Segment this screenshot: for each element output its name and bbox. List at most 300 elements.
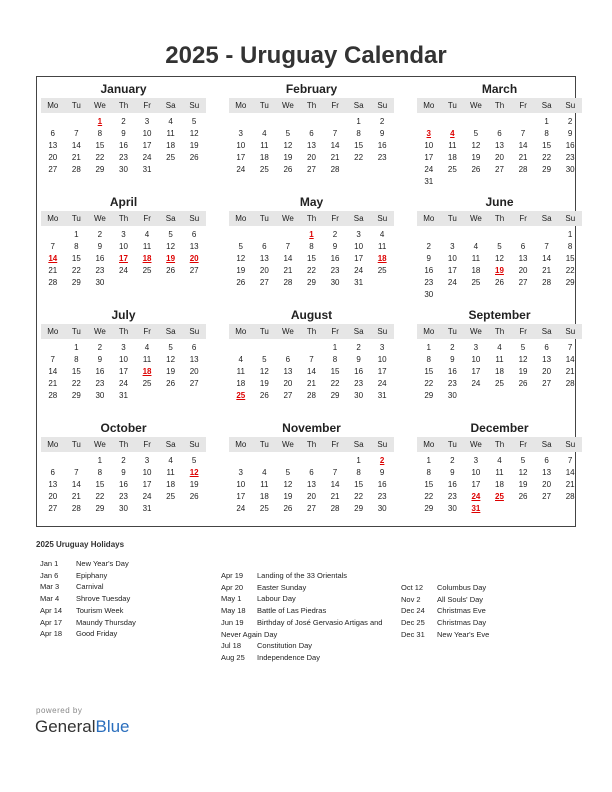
weekday-label: Fr <box>143 101 151 110</box>
holiday-day-cell: 2 <box>379 456 385 465</box>
day-cell: 22 <box>565 266 575 275</box>
day-cell: 2 <box>567 117 573 126</box>
weekday-header <box>41 437 206 452</box>
weekday-label: Su <box>377 214 388 223</box>
day-cell: 1 <box>332 343 338 352</box>
day-cell: 27 <box>542 492 552 501</box>
weekday-label: We <box>94 327 106 336</box>
month-name: July <box>111 308 136 322</box>
weekday-label: Mo <box>235 327 247 336</box>
weekday-label: Su <box>377 101 388 110</box>
holiday-name: Constitution Day <box>257 641 313 651</box>
day-cell: 27 <box>283 391 293 400</box>
holiday-name: Christmas Eve <box>437 606 486 616</box>
weekday-label: Mo <box>423 214 435 223</box>
weekday-label: Th <box>494 327 505 336</box>
day-cell: 19 <box>518 367 528 376</box>
weekday-label: Sa <box>353 327 364 336</box>
day-cell: 22 <box>424 379 434 388</box>
holiday-name: Labour Day <box>257 594 296 604</box>
day-cell: 6 <box>50 129 55 138</box>
brand-name-general: General <box>35 717 96 736</box>
holiday-list-column-2 <box>221 570 396 664</box>
day-cell: 9 <box>450 468 455 477</box>
day-cell: 7 <box>50 242 55 251</box>
day-cell: 3 <box>450 242 455 251</box>
day-cell: 17 <box>236 492 246 501</box>
day-cell: 2 <box>356 343 361 352</box>
day-cell: 20 <box>542 367 552 376</box>
weekday-header <box>417 324 582 339</box>
holiday-item <box>221 582 396 594</box>
day-cell: 11 <box>378 242 387 251</box>
holiday-date: Dec 25 <box>401 618 425 628</box>
weekday-label: Sa <box>541 214 552 223</box>
weekday-label: Tu <box>259 214 269 223</box>
day-cell: 12 <box>495 254 504 263</box>
day-cell: 15 <box>354 141 364 150</box>
empty-cell <box>229 229 253 241</box>
day-cell: 18 <box>166 480 176 489</box>
day-cell: 9 <box>332 242 338 251</box>
day-cell: 13 <box>259 254 269 263</box>
day-cell: 4 <box>473 242 479 251</box>
weekday-header <box>229 211 394 226</box>
day-cell: 13 <box>189 355 199 364</box>
day-cell: 24 <box>447 278 457 287</box>
day-cell: 7 <box>74 129 79 138</box>
day-cell: 10 <box>424 141 434 150</box>
day-cell: 6 <box>309 468 314 477</box>
month-september <box>417 308 582 402</box>
day-cell: 22 <box>71 266 81 275</box>
weekday-label: Th <box>494 101 505 110</box>
day-cell: 23 <box>377 153 387 162</box>
day-cell: 11 <box>142 242 152 251</box>
day-cell: 20 <box>48 153 58 162</box>
day-cell: 12 <box>518 355 528 364</box>
day-cell: 13 <box>189 242 199 251</box>
holiday-name: Independence Day <box>257 652 320 662</box>
day-cell: 21 <box>307 379 316 388</box>
day-cell: 4 <box>168 117 173 126</box>
holiday-name: Shrove Tuesday <box>76 594 131 604</box>
day-cell: 25 <box>447 165 457 174</box>
weekday-label: Fr <box>519 327 527 336</box>
brand-logo[interactable] <box>35 717 130 737</box>
day-cell: 23 <box>330 266 340 275</box>
day-cell: 29 <box>424 391 434 400</box>
empty-cell <box>41 455 65 467</box>
day-cell: 26 <box>259 391 269 400</box>
month-march <box>417 82 582 188</box>
day-cell: 3 <box>121 343 126 352</box>
day-cell: 16 <box>95 367 105 376</box>
holiday-date: Mar 4 <box>40 594 60 604</box>
holiday-item <box>401 594 561 606</box>
empty-cell <box>535 229 559 241</box>
day-cell: 10 <box>119 355 128 364</box>
weekday-label: Th <box>118 214 129 223</box>
empty-cell <box>253 116 277 128</box>
weekday-label: Tu <box>447 327 457 336</box>
day-cell: 31 <box>142 165 152 174</box>
day-cell: 23 <box>119 153 128 162</box>
day-cell: 13 <box>542 355 552 364</box>
holiday-day-cell: 17 <box>119 254 128 263</box>
holiday-date: Apr 17 <box>40 617 63 627</box>
weekday-label: Su <box>189 327 200 336</box>
day-cell: 19 <box>518 480 528 489</box>
day-cell: 10 <box>142 468 152 477</box>
weekday-label: We <box>94 214 106 223</box>
day-cell: 11 <box>166 468 175 477</box>
day-cell: 11 <box>495 355 504 364</box>
day-cell: 16 <box>330 254 340 263</box>
day-cell: 6 <box>544 456 549 465</box>
day-cell: 11 <box>142 355 152 364</box>
day-cell: 22 <box>354 153 364 162</box>
day-cell: 23 <box>95 266 105 275</box>
day-cell: 29 <box>71 278 81 287</box>
holiday-item <box>40 617 205 629</box>
holiday-item <box>40 570 205 582</box>
holiday-day-cell: 18 <box>377 254 387 263</box>
day-cell: 6 <box>520 242 526 251</box>
month-name: August <box>290 308 333 322</box>
day-cell: 25 <box>495 379 504 388</box>
day-cell: 12 <box>259 367 269 376</box>
day-cell: 11 <box>495 468 504 477</box>
weekday-label: We <box>470 440 482 449</box>
day-cell: 16 <box>354 367 364 376</box>
day-cell: 14 <box>542 254 552 263</box>
day-cell: 19 <box>236 266 246 275</box>
day-cell: 24 <box>119 266 128 275</box>
day-cell: 27 <box>48 165 58 174</box>
day-cell: 18 <box>447 153 457 162</box>
day-cell: 27 <box>189 379 199 388</box>
holiday-day-cell: 18 <box>142 367 152 376</box>
holiday-item <box>221 570 396 582</box>
weekday-header <box>41 98 206 113</box>
empty-cell <box>276 342 300 354</box>
holiday-date: Apr 18 <box>40 629 63 639</box>
day-cell: 28 <box>48 278 58 287</box>
day-cell: 1 <box>74 230 79 239</box>
month-may <box>229 195 394 289</box>
weekday-label: Tu <box>71 101 81 110</box>
day-cell: 11 <box>448 141 457 150</box>
weekday-label: Mo <box>235 440 247 449</box>
day-cell: 4 <box>379 230 385 239</box>
day-cell: 23 <box>95 379 105 388</box>
weekday-label: Mo <box>47 101 59 110</box>
day-cell: 14 <box>71 480 81 489</box>
day-cell: 20 <box>542 480 552 489</box>
weekday-label: Su <box>565 327 576 336</box>
weekday-label: Th <box>118 101 129 110</box>
day-cell: 4 <box>238 355 243 364</box>
day-cell: 20 <box>307 492 316 501</box>
weekday-label: We <box>282 214 294 223</box>
empty-cell <box>276 116 300 128</box>
day-cell: 20 <box>283 379 293 388</box>
empty-cell <box>488 229 512 241</box>
day-cell: 30 <box>330 278 340 287</box>
weekday-label: Fr <box>519 214 527 223</box>
day-cell: 17 <box>119 367 128 376</box>
day-cell: 4 <box>262 468 267 477</box>
day-cell: 8 <box>332 355 338 364</box>
day-cell: 12 <box>166 242 176 251</box>
day-cell: 22 <box>330 379 340 388</box>
weekday-label: Mo <box>47 327 59 336</box>
day-cell: 17 <box>236 153 246 162</box>
holiday-day-cell: 20 <box>189 254 199 263</box>
holiday-item <box>221 593 396 605</box>
day-grid <box>41 116 206 176</box>
weekday-label: We <box>282 101 294 110</box>
day-cell: 10 <box>447 254 457 263</box>
holiday-name: Birthday of José Gervasio Artigas and Never Again Day <box>221 617 383 639</box>
day-cell: 29 <box>71 391 81 400</box>
day-grid <box>229 116 394 176</box>
day-cell: 2 <box>379 117 385 126</box>
holiday-date: Mar 3 <box>40 582 60 592</box>
weekday-header <box>417 211 582 226</box>
weekday-header <box>417 437 582 452</box>
day-cell: 4 <box>144 230 150 239</box>
day-cell: 31 <box>377 391 387 400</box>
day-cell: 10 <box>354 242 364 251</box>
day-cell: 20 <box>518 266 528 275</box>
day-cell: 10 <box>236 141 246 150</box>
day-cell: 29 <box>424 504 434 513</box>
empty-cell <box>323 455 347 467</box>
day-cell: 2 <box>97 230 103 239</box>
day-cell: 16 <box>447 480 457 489</box>
day-grid <box>41 342 206 402</box>
weekday-label: Mo <box>47 214 59 223</box>
holiday-date: Apr 20 <box>221 582 244 592</box>
holiday-item <box>221 652 396 664</box>
weekday-label: Sa <box>541 327 552 336</box>
day-cell: 20 <box>189 367 199 376</box>
month-february <box>229 82 394 176</box>
day-cell: 27 <box>259 278 269 287</box>
day-cell: 30 <box>447 391 457 400</box>
day-cell: 3 <box>473 456 479 465</box>
day-cell: 7 <box>285 242 291 251</box>
day-cell: 19 <box>471 153 481 162</box>
day-cell: 9 <box>97 355 103 364</box>
holiday-list-column-3 <box>401 582 561 641</box>
holiday-day-cell: 1 <box>97 117 103 126</box>
day-cell: 15 <box>424 480 434 489</box>
holiday-date: Nov 2 <box>401 594 421 604</box>
day-cell: 13 <box>48 141 58 150</box>
day-cell: 12 <box>236 254 246 263</box>
empty-cell <box>300 455 324 467</box>
day-cell: 14 <box>565 468 575 477</box>
day-cell: 9 <box>567 129 573 138</box>
day-cell: 11 <box>236 367 245 376</box>
month-name: October <box>100 421 147 435</box>
month-august <box>229 308 394 402</box>
weekday-label: Th <box>306 327 317 336</box>
day-cell: 29 <box>95 504 105 513</box>
day-cell: 25 <box>259 504 269 513</box>
day-cell: 12 <box>283 480 293 489</box>
weekday-label: Mo <box>235 101 247 110</box>
empty-cell <box>300 116 324 128</box>
day-cell: 3 <box>144 456 150 465</box>
holiday-item <box>401 629 561 641</box>
empty-cell <box>65 116 89 128</box>
weekday-label: Tu <box>447 101 457 110</box>
day-cell: 30 <box>565 165 575 174</box>
empty-cell <box>417 116 441 128</box>
day-cell: 26 <box>283 165 293 174</box>
day-cell: 27 <box>495 165 504 174</box>
holiday-day-cell: 3 <box>426 129 431 138</box>
weekday-label: Su <box>189 101 200 110</box>
empty-cell <box>464 229 488 241</box>
holiday-day-cell: 25 <box>495 492 504 501</box>
day-cell: 10 <box>142 129 152 138</box>
day-cell: 5 <box>191 456 197 465</box>
month-name: April <box>109 195 138 209</box>
weekday-label: Fr <box>331 214 339 223</box>
weekday-label: Sa <box>165 101 176 110</box>
day-cell: 20 <box>307 153 316 162</box>
holiday-name: New Year's Eve <box>437 629 490 639</box>
weekday-label: Fr <box>331 101 339 110</box>
day-cell: 1 <box>426 343 431 352</box>
holiday-date: Oct 12 <box>401 583 424 592</box>
day-cell: 14 <box>283 254 293 263</box>
holidays-title: 2025 Uruguay Holidays <box>36 540 125 549</box>
day-cell: 13 <box>542 468 552 477</box>
day-cell: 19 <box>189 480 199 489</box>
day-cell: 21 <box>330 492 340 501</box>
day-cell: 20 <box>48 492 58 501</box>
weekday-label: Mo <box>47 440 59 449</box>
month-october <box>41 421 206 515</box>
day-cell: 28 <box>307 391 316 400</box>
day-cell: 14 <box>307 367 316 376</box>
weekday-label: Mo <box>423 327 435 336</box>
page-title: 2025 - Uruguay Calendar <box>165 42 447 69</box>
day-cell: 25 <box>142 379 152 388</box>
day-grid <box>229 342 394 402</box>
day-cell: 15 <box>424 367 434 376</box>
day-cell: 26 <box>471 165 481 174</box>
empty-cell <box>253 229 277 241</box>
day-cell: 3 <box>144 117 150 126</box>
day-cell: 21 <box>565 367 575 376</box>
weekday-label: Fr <box>331 440 339 449</box>
holiday-name: Epiphany <box>76 570 108 580</box>
day-cell: 7 <box>544 242 549 251</box>
day-cell: 8 <box>74 355 79 364</box>
holiday-item <box>40 558 205 570</box>
day-cell: 27 <box>307 165 316 174</box>
holiday-name: Landing of the 33 Orientals <box>257 571 348 580</box>
day-cell: 25 <box>259 165 269 174</box>
day-cell: 8 <box>426 468 431 477</box>
weekday-label: Fr <box>143 214 151 223</box>
day-cell: 5 <box>168 343 173 352</box>
day-grid <box>417 455 582 515</box>
day-cell: 31 <box>119 391 128 400</box>
day-cell: 9 <box>97 242 103 251</box>
day-cell: 1 <box>97 456 103 465</box>
holiday-item <box>40 581 205 593</box>
day-cell: 27 <box>307 504 316 513</box>
holiday-name: Good Friday <box>76 629 118 639</box>
day-cell: 23 <box>377 492 387 501</box>
day-cell: 3 <box>238 468 243 477</box>
weekday-label: Tu <box>259 101 269 110</box>
day-cell: 9 <box>450 355 455 364</box>
empty-cell <box>276 229 300 241</box>
holiday-date: Dec 24 <box>401 606 425 616</box>
empty-cell <box>276 455 300 467</box>
weekday-label: Fr <box>331 327 339 336</box>
empty-cell <box>441 116 465 128</box>
day-cell: 17 <box>424 153 434 162</box>
empty-cell <box>511 229 535 241</box>
day-cell: 24 <box>236 504 246 513</box>
day-cell: 1 <box>426 456 431 465</box>
day-cell: 15 <box>71 254 81 263</box>
holiday-day-cell: 1 <box>309 230 314 239</box>
empty-cell <box>41 229 65 241</box>
day-cell: 2 <box>450 343 455 352</box>
day-cell: 5 <box>262 355 267 364</box>
empty-cell <box>229 116 253 128</box>
day-cell: 29 <box>330 391 340 400</box>
day-cell: 16 <box>95 254 105 263</box>
day-cell: 31 <box>142 504 152 513</box>
day-cell: 1 <box>356 456 361 465</box>
weekday-header <box>229 324 394 339</box>
weekday-label: Fr <box>519 101 527 110</box>
day-cell: 5 <box>497 242 502 251</box>
day-cell: 13 <box>307 480 316 489</box>
day-cell: 3 <box>121 230 126 239</box>
month-april <box>41 195 206 289</box>
holiday-date: Dec 31 <box>401 629 425 639</box>
day-cell: 23 <box>447 379 457 388</box>
weekday-label: We <box>470 101 482 110</box>
weekday-label: Su <box>377 440 388 449</box>
day-cell: 21 <box>565 480 575 489</box>
day-cell: 4 <box>144 343 150 352</box>
weekday-label: Su <box>565 101 576 110</box>
day-cell: 11 <box>166 129 175 138</box>
day-cell: 17 <box>471 480 481 489</box>
weekday-label: Tu <box>71 327 81 336</box>
day-cell: 15 <box>307 254 316 263</box>
day-cell: 8 <box>356 468 361 477</box>
day-grid <box>417 116 582 188</box>
day-cell: 28 <box>330 504 340 513</box>
weekday-label: Th <box>306 101 317 110</box>
day-cell: 26 <box>189 153 199 162</box>
